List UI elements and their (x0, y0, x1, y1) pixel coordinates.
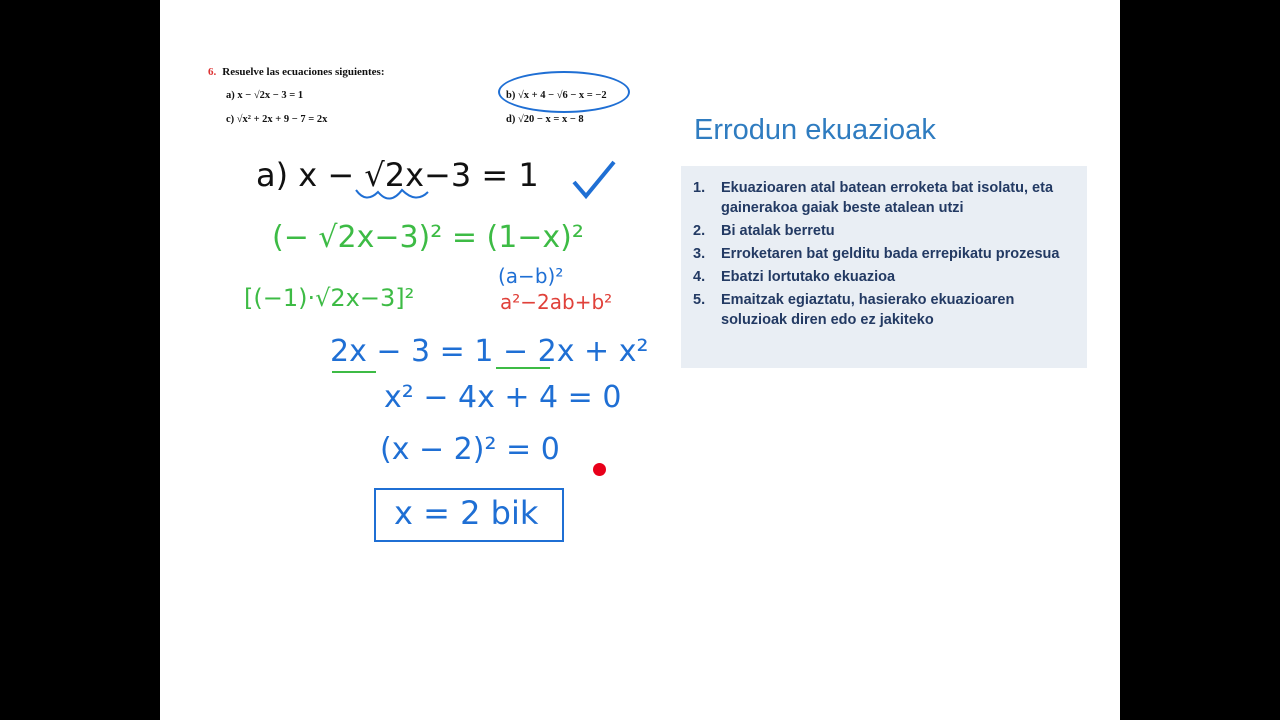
hw-line-1: a) x − √2x−3 = 1 (256, 156, 539, 194)
hw-line-4: 2x − 3 = 1 − 2x + x² (330, 334, 649, 369)
equation-c: c) √x² + 2x + 9 − 7 = 2x (226, 114, 328, 125)
checkmark-stroke (574, 162, 614, 196)
step-item: 5. Emaitzak egiaztatu, hasierako ekuazioaren soluzioak diren edo ez jakiteko (693, 292, 1015, 328)
hw-line-6: (x − 2)² = 0 (380, 432, 560, 467)
hw-line-2: (− √2x−3)² = (1−x)² (272, 220, 584, 255)
hw-line-3: [(−1)·√2x−3]² (244, 284, 415, 312)
equation-b: b) √x + 4 − √6 − x = −2 (506, 90, 607, 101)
steps-box (681, 166, 1087, 368)
whiteboard-page (160, 0, 1120, 720)
step-item: 3. Erroketaren bat gelditu bada errepikatu prozesua (693, 246, 1060, 262)
equation-a: a) x − √2x − 3 = 1 (226, 90, 304, 101)
hw-note-2: a²−2ab+b² (500, 290, 613, 314)
step-item: 2. Bi atalak berretu (693, 223, 835, 239)
steps-list (681, 166, 1087, 330)
underbrace-stroke (356, 190, 428, 199)
section-title: Errodun ekuazioak (694, 114, 936, 146)
exercise-heading-text: Resuelve las ecuaciones siguientes: (222, 66, 385, 78)
hw-line-5: x² − 4x + 4 = 0 (384, 380, 622, 415)
hw-note-1: (a−b)² (498, 264, 564, 288)
exercise-number: 6. (208, 66, 217, 78)
laser-pointer-dot (593, 463, 606, 476)
equation-d: d) √20 − x = x − 8 (506, 114, 584, 125)
step-item: 4. Ebatzi lortutako ekuazioa (693, 269, 896, 285)
step-item: 1. Ekuazioaren atal batean erroketa bat isolatu, eta gainerakoa gaiak beste atalean utzi (693, 180, 1054, 216)
hw-answer-box: x = 2 bik (374, 488, 564, 542)
